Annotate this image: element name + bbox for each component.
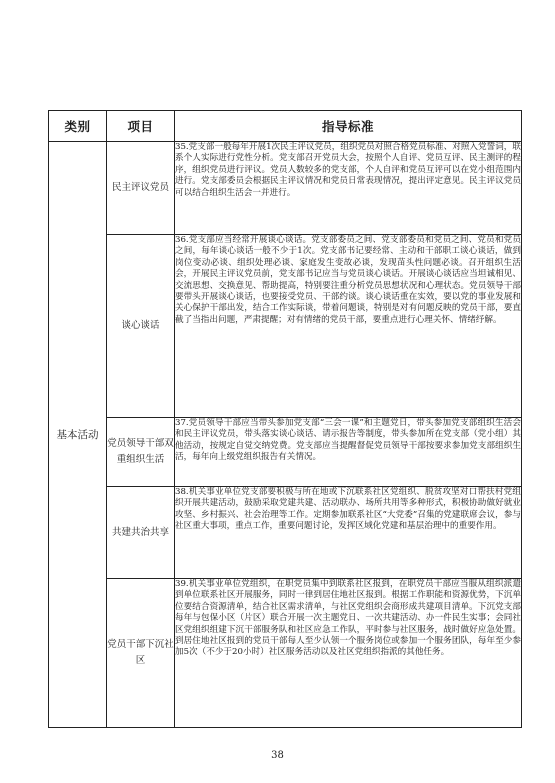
category-cell: 基本活动 (49, 142, 107, 728)
header-category: 类别 (49, 111, 107, 142)
standard-cell: 37.党员领导干部应当带头参加党支部“三会一课”和主题党日，带头参加党支部组织生活会和民主评议党员，带头落实谈心谈话、请示报告等制度，带头参加所在党支部（党小组）其他活动，按规定自觉交纳党费。党支部应当提醒督促党员领导干部按要求参加党支部组织生活，每年向上级党组织报告有关情况。 (175, 418, 522, 487)
page-number: 38 (271, 750, 284, 761)
standard-cell: 38.机关事业单位党支部要积极与所在地或下沉联系社区党组织、脱贫攻坚对口帮扶村党组织开展共建活动，鼓励采取党建共建、活动联办、场所共用等多种形式，积极协助做好就业攻坚、乡村振兴、社会治理等工作。定期参加联系社区“大党委”召集的党建联席会议，参与社区重大事项，重点工作，重要问题讨论，发挥区域化党建和基层治理中的重要作用。 (175, 487, 522, 579)
item-cell: 党员干部下沉社区 (107, 579, 175, 728)
table-row (49, 142, 522, 235)
item-cell: 共建共治共享 (107, 487, 175, 579)
item-cell: 民主评议党员 (107, 142, 175, 235)
item-cell: 谈心谈话 (107, 235, 175, 418)
item-cell: 党员领导干部双重组织生活 (107, 418, 175, 487)
table-header-row (49, 111, 522, 142)
standard-cell: 39.机关事业单位党组织，在职党员集中到联系社区报到，在职党员干部应当服从组织派遣到单位联系社区开展服务，同时一律到居住地社区报到。根据工作职能和资源优势，下沉单位要结合资源清单，结合社区需求清单，与社区党组织会商形成共建项目清单。下沉党支部每年与包保小区（片区）联合开展一次主题党日、一次共建活动、办一件民生实事；会同社区党组织组建下沉干部服务队和社区应急工作队，平时参与社区服务，战时做好应急处置。到居住地社区报到的党员干部每人至少认领一个服务岗位或参加一个服务团队，每年至少参加5次（不少于20小时）社区服务活动以及社区党组织指派的其他任务。 (175, 579, 522, 728)
table-row (49, 579, 522, 728)
table-row (49, 487, 522, 579)
header-standard: 指导标准 (175, 111, 522, 142)
header-item: 项目 (107, 111, 175, 142)
table-row (49, 235, 522, 418)
table-row (49, 418, 522, 487)
guidance-table (48, 110, 522, 728)
standard-cell: 35.党支部一般每年开展1次民主评议党员，组织党员对照合格党员标准、对照入党誓词，联系个人实际进行党性分析。党支部召开党员大会，按照个人自评、党员互评、民主测评的程序，组织党员进行评议。党员人数较多的党支部，个人自评和党员互评可以在党小组范围内进行。党支部委员会根据民主评议情况和党员日常表现情况，提出评定意见。民主评议党员可以结合组织生活会一并进行。 (175, 142, 522, 235)
standard-cell: 36.党支部应当经常开展谈心谈话。党支部委员之间、党支部委员和党员之间、党员和党员之间，每年谈心谈话一般不少于1次。党支部书记要经常、主动和干部职工谈心谈话，做到岗位变动必谈、组织处理必谈、家庭发生变故必谈，发现苗头性问题必谈。召开组织生活会，开展民主评议党员前，党支部书记应当与党员谈心谈话。开展谈心谈话应当坦诚相见、交流思想、交换意见、帮助提高，特别要注重分析党员思想状况和心理状态。党员领导干部要带头开展谈心谈话，也要接受党员、干部约谈。谈心谈话重在实效，要以党的事业发展和关心保护干部出发，结合工作实际谈，带着问题谈，特别是对有问题反映的党员干部，要直截了当指出问题，严肃提醒；对有情绪的党员干部，要重点进行心理关怀、情绪纾解。 (175, 235, 522, 418)
